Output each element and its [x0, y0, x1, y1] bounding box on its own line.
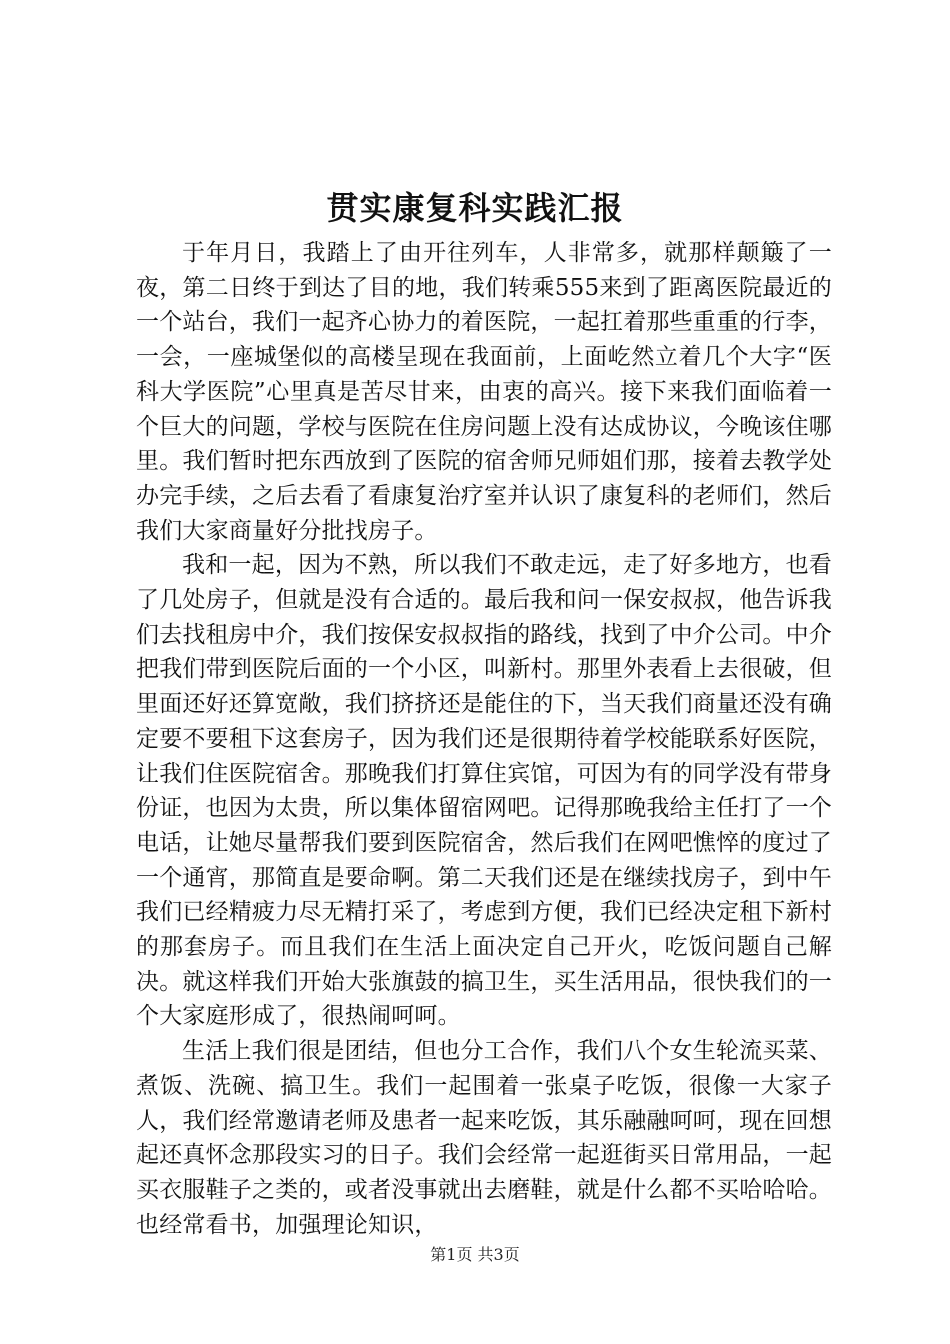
paragraph-3: 生活上我们很是团结，但也分工合作，我们八个女生轮流买菜、煮饭、洗碗、搞卫生。我们一起围着一张桌子吃饭，很像一大家子人，我们经常邀请老师及患者一起来吃饭，其乐融融呵呵，现在回想起还真怀念那段实习的日子。我们会经常一起逛街买日常用品，一起买衣服鞋子之类的，或者没事就出去磨鞋，就是什么都不买哈哈哈。也经常看书，加强理论知识，: [136, 1038, 832, 1238]
paragraph-2: 我和一起，因为不熟，所以我们不敢走远，走了好多地方，也看了几处房子，但就是没有合适的。最后我和问一保安叔叔，他告诉我们去找租房中介，我们按保安叔叔指的路线，找到了中介公司。中介把我们带到医院后面的一个小区，叫新村。那里外表看上去很破，但里面还好还算宽敞，我们挤挤还是能住的下，当天我们商量还没有确定要不要租下这套房子，因为我们还是很期待着学校能联系好医院，让我们住医院宿舍。那晚我们打算住宾馆，可因为有的同学没有带身份证，也因为太贵，所以集体留宿网吧。记得那晚我给主任打了一个电话，让她尽量帮我们要到医院宿舍，然后我们在网吧憔悴的度过了一个通宵，那简直是要命啊。第二天我们还是在继续找房子，到中午我们已经精疲力尽无精打采了，考虑到方便，我们已经决定租下新村的那套房子。而且我们在生活上面决定自己开火，吃饭问题自己解决。就这样我们开始大张旗鼓的搞卫生，买生活用品，很快我们的一个大家庭形成了，很热闹呵呵。: [136, 552, 832, 1030]
document-body: [136, 236, 832, 1242]
paragraph-1: 于年月日，我踏上了由开往列车，人非常多，就那样颠簸了一夜，第二日终于到达了目的地，我们转乘555来到了距离医院最近的一个站台，我们一起齐心协力的着医院，一起扛着那些重重的行李，一会，一座城堡似的高楼呈现在我面前，上面屹然立着几个大字“医科大学医院”心里真是苦尽甘来，由衷的高兴。接下来我们面临着一个巨大的问题，学校与医院在住房问题上没有达成协议，今晚该住哪里。我们暂时把东西放到了医院的宿舍师兄师姐们那，接着去教学处办完手续，之后去看了看康复治疗室并认识了康复科的老师们，然后我们大家商量好分批找房子。: [136, 240, 832, 544]
page-footer: [0, 1244, 950, 1266]
page-number: 第1页 共3页: [430, 1245, 520, 1264]
document-title: 贯实康复科实践汇报: [326, 189, 624, 227]
